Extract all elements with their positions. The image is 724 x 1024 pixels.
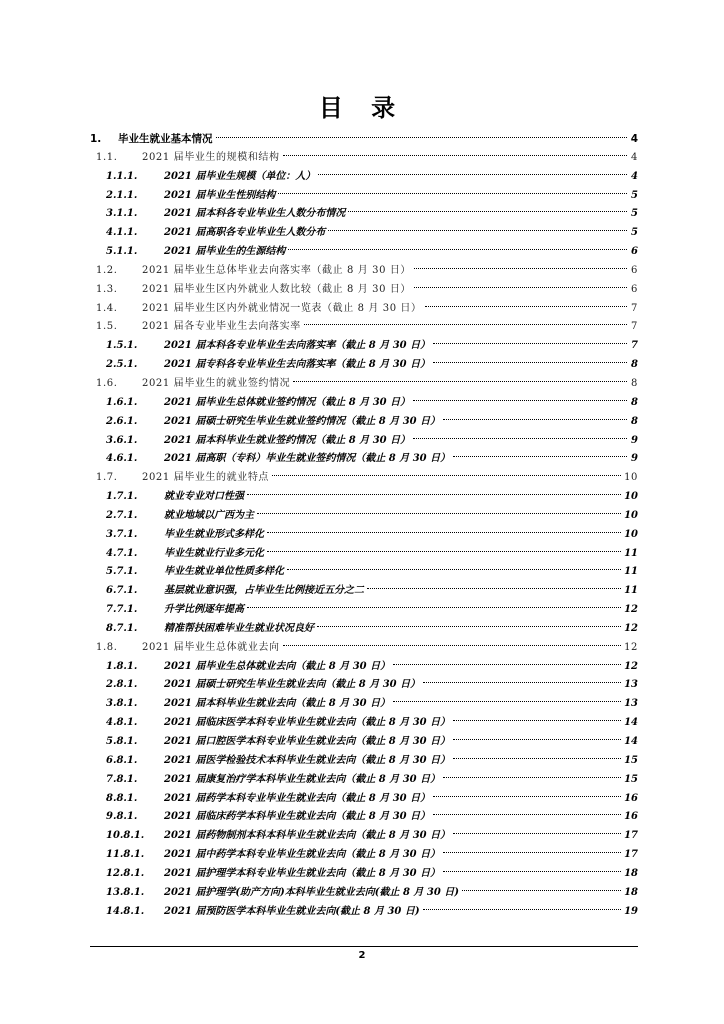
toc-entry-title: 2021 届药学本科专业毕业生就业去向（截止 8 月 30 日） [164,792,431,804]
toc-entry-title: 2021 届毕业生总体毕业去向落实率（截止 8 月 30 日） [142,264,412,276]
toc-entry-title: 2021 届高职（专科）毕业生就业签约情况（截止 8 月 30 日） [164,453,451,465]
toc-dot-leader [328,230,627,231]
toc-entry-number: 1. [90,133,102,145]
toc-entry[interactable] [90,205,638,224]
toc-entry-title: 毕业生就业单位性质多样化 [164,566,284,578]
toc-dot-leader [413,438,627,439]
toc-entry-page: 7 [631,321,638,333]
toc-entry-page: 14 [624,736,638,747]
toc-dot-leader [414,268,627,269]
toc-entry-title: 2021 届毕业生总体就业签约情况（截止 8 月 30 日） [164,396,411,408]
toc-entry-page: 18 [624,886,638,898]
toc-entry-title: 2021 届毕业生的规模和结构 [142,151,280,163]
toc-entry[interactable] [90,733,638,752]
toc-dot-leader [453,720,621,721]
toc-entry-number: 3.1.1. [106,208,138,220]
toc-entry-title: 2021 届口腔医学本科专业毕业生就业去向（截止 8 月 30 日） [164,736,451,747]
toc-entry[interactable] [90,356,638,375]
toc-entry-page: 16 [624,811,638,823]
toc-dot-leader [413,400,627,401]
toc-entry-title: 就业专业对口性强 [164,491,244,503]
toc-entry-page: 19 [624,905,638,917]
toc-entry-page: 9 [631,434,638,446]
toc-entry-number: 1.6.1. [106,396,138,408]
toc-entry-title: 2021 届临床医学本科专业毕业生就业去向（截止 8 月 30 日） [164,717,451,729]
toc-entry-number: 4.8.1. [106,717,138,729]
toc-entry-number: 1.7.1. [106,491,138,503]
page-number: 2 [358,950,366,961]
toc-entry-title: 2021 届护理学(助产方向)本科毕业生就业去向(截止 8 月 30 日) [164,886,460,898]
toc-entry-title: 2021 届毕业生区内外就业人数比较（截止 8 月 30 日） [142,283,412,295]
toc-entry-number: 11.8.1. [106,849,145,861]
toc-entry-number: 12.8.1. [106,867,145,879]
toc-entry-page: 5 [631,189,638,201]
toc-entry-number: 1.2. [96,264,118,276]
toc-entry-number: 2.7.1. [106,509,138,521]
toc-dot-leader [414,287,627,288]
toc-entry[interactable] [90,168,638,187]
toc-entry-number: 7.7.1. [106,604,138,616]
toc-entry-number: 1.8. [96,641,118,653]
toc-entry-number: 6.7.1. [106,585,138,597]
toc-entry[interactable] [90,582,638,601]
toc-entry-number: 3.6.1. [106,434,138,446]
toc-dot-leader [423,682,621,683]
toc-dot-leader [257,513,621,514]
toc-entry-page: 5 [631,208,638,220]
toc-entry[interactable] [90,243,638,262]
toc-entry-number: 1.8.1. [106,660,138,672]
toc-dot-leader [453,833,621,834]
toc-entry-number: 8.7.1. [106,622,138,634]
toc-entry-number: 1.1.1. [106,170,138,182]
toc-entry[interactable] [90,281,638,300]
toc-entry-number: 1.1. [96,151,118,163]
toc-entry-page: 11 [624,585,638,597]
toc-entry-number: 10.8.1. [106,830,145,842]
toc-entry-number: 13.8.1. [106,886,145,898]
toc-entry-page: 10 [624,509,638,521]
toc-entry-page: 7 [631,340,638,352]
toc-dot-leader [288,249,627,250]
toc-dot-leader [318,174,627,175]
toc-entry-title: 2021 届本科毕业生就业签约情况（截止 8 月 30 日） [164,434,411,446]
toc-entry-title: 2021 届毕业生性别结构 [164,189,276,201]
toc-entry-title: 2021 届本科各专业毕业生人数分布情况 [164,208,346,220]
toc-entry-page: 5 [631,227,638,239]
toc-entry-number: 4.6.1. [106,453,138,465]
toc-dot-leader [433,796,621,797]
toc-entry[interactable] [90,224,638,243]
toc-entry-page: 10 [624,472,638,484]
toc-entry[interactable] [90,903,638,922]
toc-entry-number: 5.7.1. [106,566,138,578]
toc-dot-leader [247,607,621,608]
toc-dot-leader [293,381,627,382]
toc-entry-page: 10 [624,491,638,503]
toc-dot-leader [443,777,621,778]
toc-entry-number: 4.7.1. [106,547,138,559]
toc-entry-page: 11 [624,566,638,578]
toc-entry[interactable] [90,658,638,677]
toc-entry-page: 12 [624,660,638,672]
toc-entry-page: 17 [624,849,638,861]
toc-dot-leader [287,569,621,570]
toc-entry-number: 3.8.1. [106,698,138,710]
toc-entry-number: 1.4. [96,302,118,314]
toc-entry-title: 2021 届毕业生总体就业去向 [142,641,280,653]
toc-entry[interactable] [90,300,638,319]
toc-entry-title: 2021 届毕业生区内外就业情况一览表（截止 8 月 30 日） [142,302,422,314]
toc-entry[interactable] [90,827,638,846]
toc-dot-leader [453,739,621,740]
toc-entry-title: 2021 届本科毕业生就业去向（截止 8 月 30 日） [164,698,391,710]
toc-entry[interactable] [90,563,638,582]
toc-entry-number: 1.5.1. [106,340,138,352]
toc-entry-page: 9 [631,453,638,465]
toc-entry-title: 2021 届各专业毕业生去向落实率 [142,321,301,333]
toc-entry-page: 7 [631,302,638,314]
toc-entry-page: 6 [631,264,638,276]
toc-dot-leader [425,306,627,307]
toc-entry-number: 14.8.1. [106,905,145,917]
toc-entry[interactable] [90,526,638,545]
toc-entry-title: 2021 届高职各专业毕业生人数分布 [164,227,326,239]
toc-dot-leader [283,645,621,646]
toc-entry-number: 3.7.1. [106,528,138,540]
toc-dot-leader [348,211,627,212]
toc-entry-page: 11 [624,547,638,559]
toc-entry-number: 2.5.1. [106,359,138,371]
toc-dot-leader [283,155,627,156]
toc-entry-page: 12 [624,641,638,653]
toc-entry-number: 2.8.1. [106,679,138,691]
toc-entry-title: 2021 届毕业生的生源结构 [164,246,286,258]
toc-entry-title: 毕业生就业行业多元化 [164,547,264,559]
toc-dot-leader [433,362,627,363]
toc-entry-title: 2021 届本科各专业毕业生去向落实率（截止 8 月 30 日） [164,340,431,352]
toc-dot-leader [443,419,627,420]
toc-entry-title: 就业地域以广西为主 [164,509,254,521]
toc-entry-title: 2021 届毕业生总体就业去向（截止 8 月 30 日） [164,660,391,672]
toc-entry-number: 5.8.1. [106,736,138,747]
toc-entry-page: 16 [624,792,638,804]
toc-entry[interactable] [90,771,638,790]
toc-entry-number: 9.8.1. [106,811,138,823]
toc-entry-page: 8 [631,415,638,427]
toc-entry-page: 8 [631,359,638,371]
toc-entry-title: 2021 届预防医学本科毕业生就业去向(截止 8 月 30 日) [164,905,420,917]
toc-dot-leader [443,871,621,872]
toc-entry[interactable] [90,884,638,903]
toc-entry[interactable] [90,469,638,488]
toc-entry-page: 10 [624,528,638,540]
toc-entry-title: 2021 届康复治疗学本科毕业生就业去向（截止 8 月 30 日） [164,773,441,785]
toc-entry[interactable] [90,262,638,281]
toc-entry[interactable] [90,714,638,733]
toc-entry[interactable] [90,639,638,658]
toc-dot-leader [317,626,621,627]
toc-entry-number: 2.1.1. [106,189,138,201]
toc-entry-title: 2021 届护理学本科专业毕业生就业去向（截止 8 月 30 日） [164,867,441,879]
toc-entry[interactable] [90,187,638,206]
toc-entry-title: 2021 届中药学本科专业毕业生就业去向（截止 8 月 30 日） [164,849,441,861]
toc-entry[interactable] [90,432,638,451]
toc-dot-leader [367,588,621,589]
toc-entry-page: 17 [624,830,638,842]
toc-entry-title: 2021 届毕业生规模（单位：人） [164,170,316,182]
toc-entry-title: 毕业生就业形式多样化 [164,528,264,540]
toc-dot-leader [453,456,627,457]
toc-entry[interactable] [90,337,638,356]
page-title: 目 录 [318,94,406,122]
toc-entry-number: 1.7. [96,472,118,484]
toc-dot-leader [267,551,621,552]
table-of-contents [90,130,638,921]
toc-entry[interactable] [90,507,638,526]
toc-entry-number: 1.3. [96,283,118,295]
toc-entry[interactable] [90,601,638,620]
toc-dot-leader [393,664,621,665]
toc-dot-leader [272,475,621,476]
toc-entry[interactable] [90,318,638,337]
toc-entry-number: 5.1.1. [106,246,138,258]
toc-entry[interactable] [90,676,638,695]
toc-entry-title: 2021 届毕业生的就业签约情况 [142,377,291,389]
toc-dot-leader [267,532,621,533]
toc-dot-leader [278,193,627,194]
toc-entry[interactable] [90,790,638,809]
toc-dot-leader [453,758,621,759]
toc-entry-number: 2.6.1. [106,415,138,427]
toc-dot-leader [247,494,621,495]
toc-entry[interactable] [90,545,638,564]
toc-entry-title: 2021 届医学检验技术本科毕业生就业去向（截止 8 月 30 日） [164,754,451,766]
toc-dot-leader [304,324,627,325]
toc-entry-title: 2021 届硕士研究生毕业生就业去向（截止 8 月 30 日） [164,679,421,691]
toc-entry-number: 8.8.1. [106,792,138,804]
toc-entry-number: 6.8.1. [106,754,138,766]
toc-entry[interactable] [90,865,638,884]
toc-entry[interactable] [90,394,638,413]
toc-entry-page: 4 [630,133,638,145]
toc-dot-leader [443,852,621,853]
toc-entry-title: 2021 届毕业生的就业特点 [142,472,270,484]
toc-entry[interactable] [90,450,638,469]
toc-entry[interactable] [90,752,638,771]
toc-entry-page: 15 [624,773,638,785]
toc-entry-title: 毕业生就业基本情况 [118,133,213,145]
toc-dot-leader [433,814,621,815]
toc-entry[interactable] [90,413,638,432]
toc-entry-number: 7.8.1. [106,773,138,785]
toc-entry-page: 18 [624,867,638,879]
toc-entry-page: 12 [624,604,638,616]
toc-entry[interactable] [90,620,638,639]
toc-entry-title: 升学比例逐年提高 [164,604,244,616]
toc-dot-leader [216,137,628,138]
toc-entry-page: 14 [624,717,638,729]
toc-entry[interactable] [90,130,638,149]
footer-divider [90,946,638,947]
toc-entry-page: 15 [624,754,638,766]
toc-entry-title: 精准帮扶困难毕业生就业状况良好 [164,622,314,634]
toc-entry-title: 2021 届药物制剂本科本科毕业生就业去向（截止 8 月 30 日） [164,830,451,842]
toc-entry-title: 基层就业意识强，占毕业生比例接近五分之二 [164,585,364,597]
toc-entry[interactable] [90,846,638,865]
toc-dot-leader [423,909,622,910]
toc-entry-page: 8 [631,396,638,408]
toc-entry-number: 4.1.1. [106,227,138,239]
toc-entry-number: 1.6. [96,377,118,389]
toc-entry[interactable] [90,808,638,827]
toc-entry[interactable] [90,695,638,714]
toc-entry-title: 2021 届临床药学本科毕业生就业去向（截止 8 月 30 日） [164,811,431,823]
toc-entry-page: 6 [631,283,638,295]
toc-entry[interactable] [90,488,638,507]
toc-dot-leader [462,890,621,891]
toc-entry-page: 8 [631,377,638,389]
toc-entry-page: 6 [631,246,638,258]
toc-entry-page: 12 [624,622,638,634]
toc-dot-leader [433,343,627,344]
toc-entry-page: 13 [624,698,638,710]
toc-dot-leader [393,701,621,702]
toc-entry-page: 13 [624,679,638,691]
toc-entry-page: 4 [631,170,638,182]
toc-entry[interactable] [90,149,638,168]
toc-entry[interactable] [90,375,638,394]
toc-entry-number: 1.5. [96,321,118,333]
toc-entry-title: 2021 届专科各专业毕业生去向落实率（截止 8 月 30 日） [164,359,431,371]
toc-entry-page: 4 [631,151,638,163]
toc-entry-title: 2021 届硕士研究生毕业生就业签约情况（截止 8 月 30 日） [164,415,441,427]
